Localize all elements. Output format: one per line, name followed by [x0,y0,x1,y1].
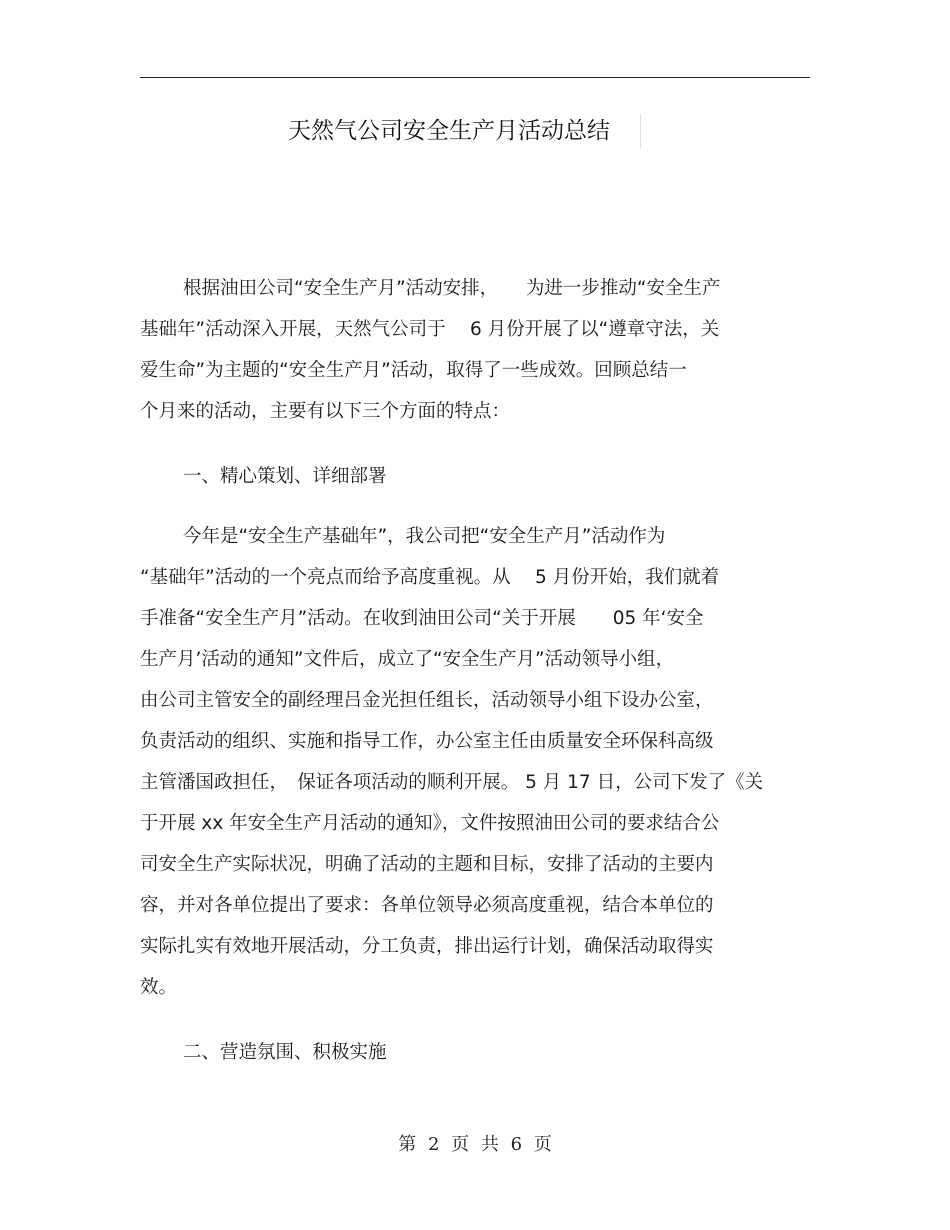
header-rule [140,77,810,78]
paragraph-line: 主管潘国政担任， 保证各项活动的顺利开展。 5 月 17 日，公司下发了《关 [140,772,764,793]
page-title: 天然气公司安全生产月活动总结 [288,114,641,148]
paragraph-line: 生产月’活动的通知”文件后，成立了“安全生产月”活动领导小组， [140,649,675,670]
paragraph-line: 由公司主管安全的副经理吕金光担任组长，活动领导小组下设办公室， [140,690,714,711]
paragraph-line: 根据油田公司“安全生产月”活动安排， 为进一步推动“安全生产 [183,278,721,299]
paragraph-line: 手准备“安全生产月”活动。在收到油田公司“关于开展 05 年‘安全 [140,608,704,629]
paragraph-line: 个月来的活动，主要有以下三个方面的特点： [140,401,511,422]
paragraph-line: 基础年”活动深入开展，天然气公司于 6 月份开展了以“遵章守法，关 [140,319,720,340]
paragraph-line: 司安全生产实际状况，明确了活动的主题和目标，安排了活动的主要内 [140,854,714,875]
paragraph-line: 爱生命”为主题的“安全生产月”活动，取得了一些成效。回顾总结一 [140,360,687,381]
paragraph-line: 今年是“安全生产基础年”，我公司把“安全生产月”活动作为 [183,526,666,547]
page-number-footer: 第 2 页 共 6 页 [398,1134,552,1155]
paragraph-line: 于开展 xx 年安全生产月活动的通知》，文件按照油田公司的要求结合公 [140,813,720,834]
paragraph-line: 实际扎实有效地开展活动，分工负责，排出运行计划，确保活动取得实 [140,936,714,957]
paragraph-line: 效。 [140,977,178,998]
paragraph-line: “基础年”活动的一个亮点而给予高度重视。从 5 月份开始，我们就着 [140,567,720,588]
paragraph-line: 容，并对各单位提出了要求：各单位领导必须高度重视，结合本单位的 [140,895,714,916]
paragraph-line: 负责活动的组织、实施和指导工作，办公室主任由质量安全环保科高级 [140,731,714,752]
section-heading: 二、营造氛围、积极实施 [183,1042,387,1063]
section-heading: 一、精心策划、详细部署 [183,466,387,487]
